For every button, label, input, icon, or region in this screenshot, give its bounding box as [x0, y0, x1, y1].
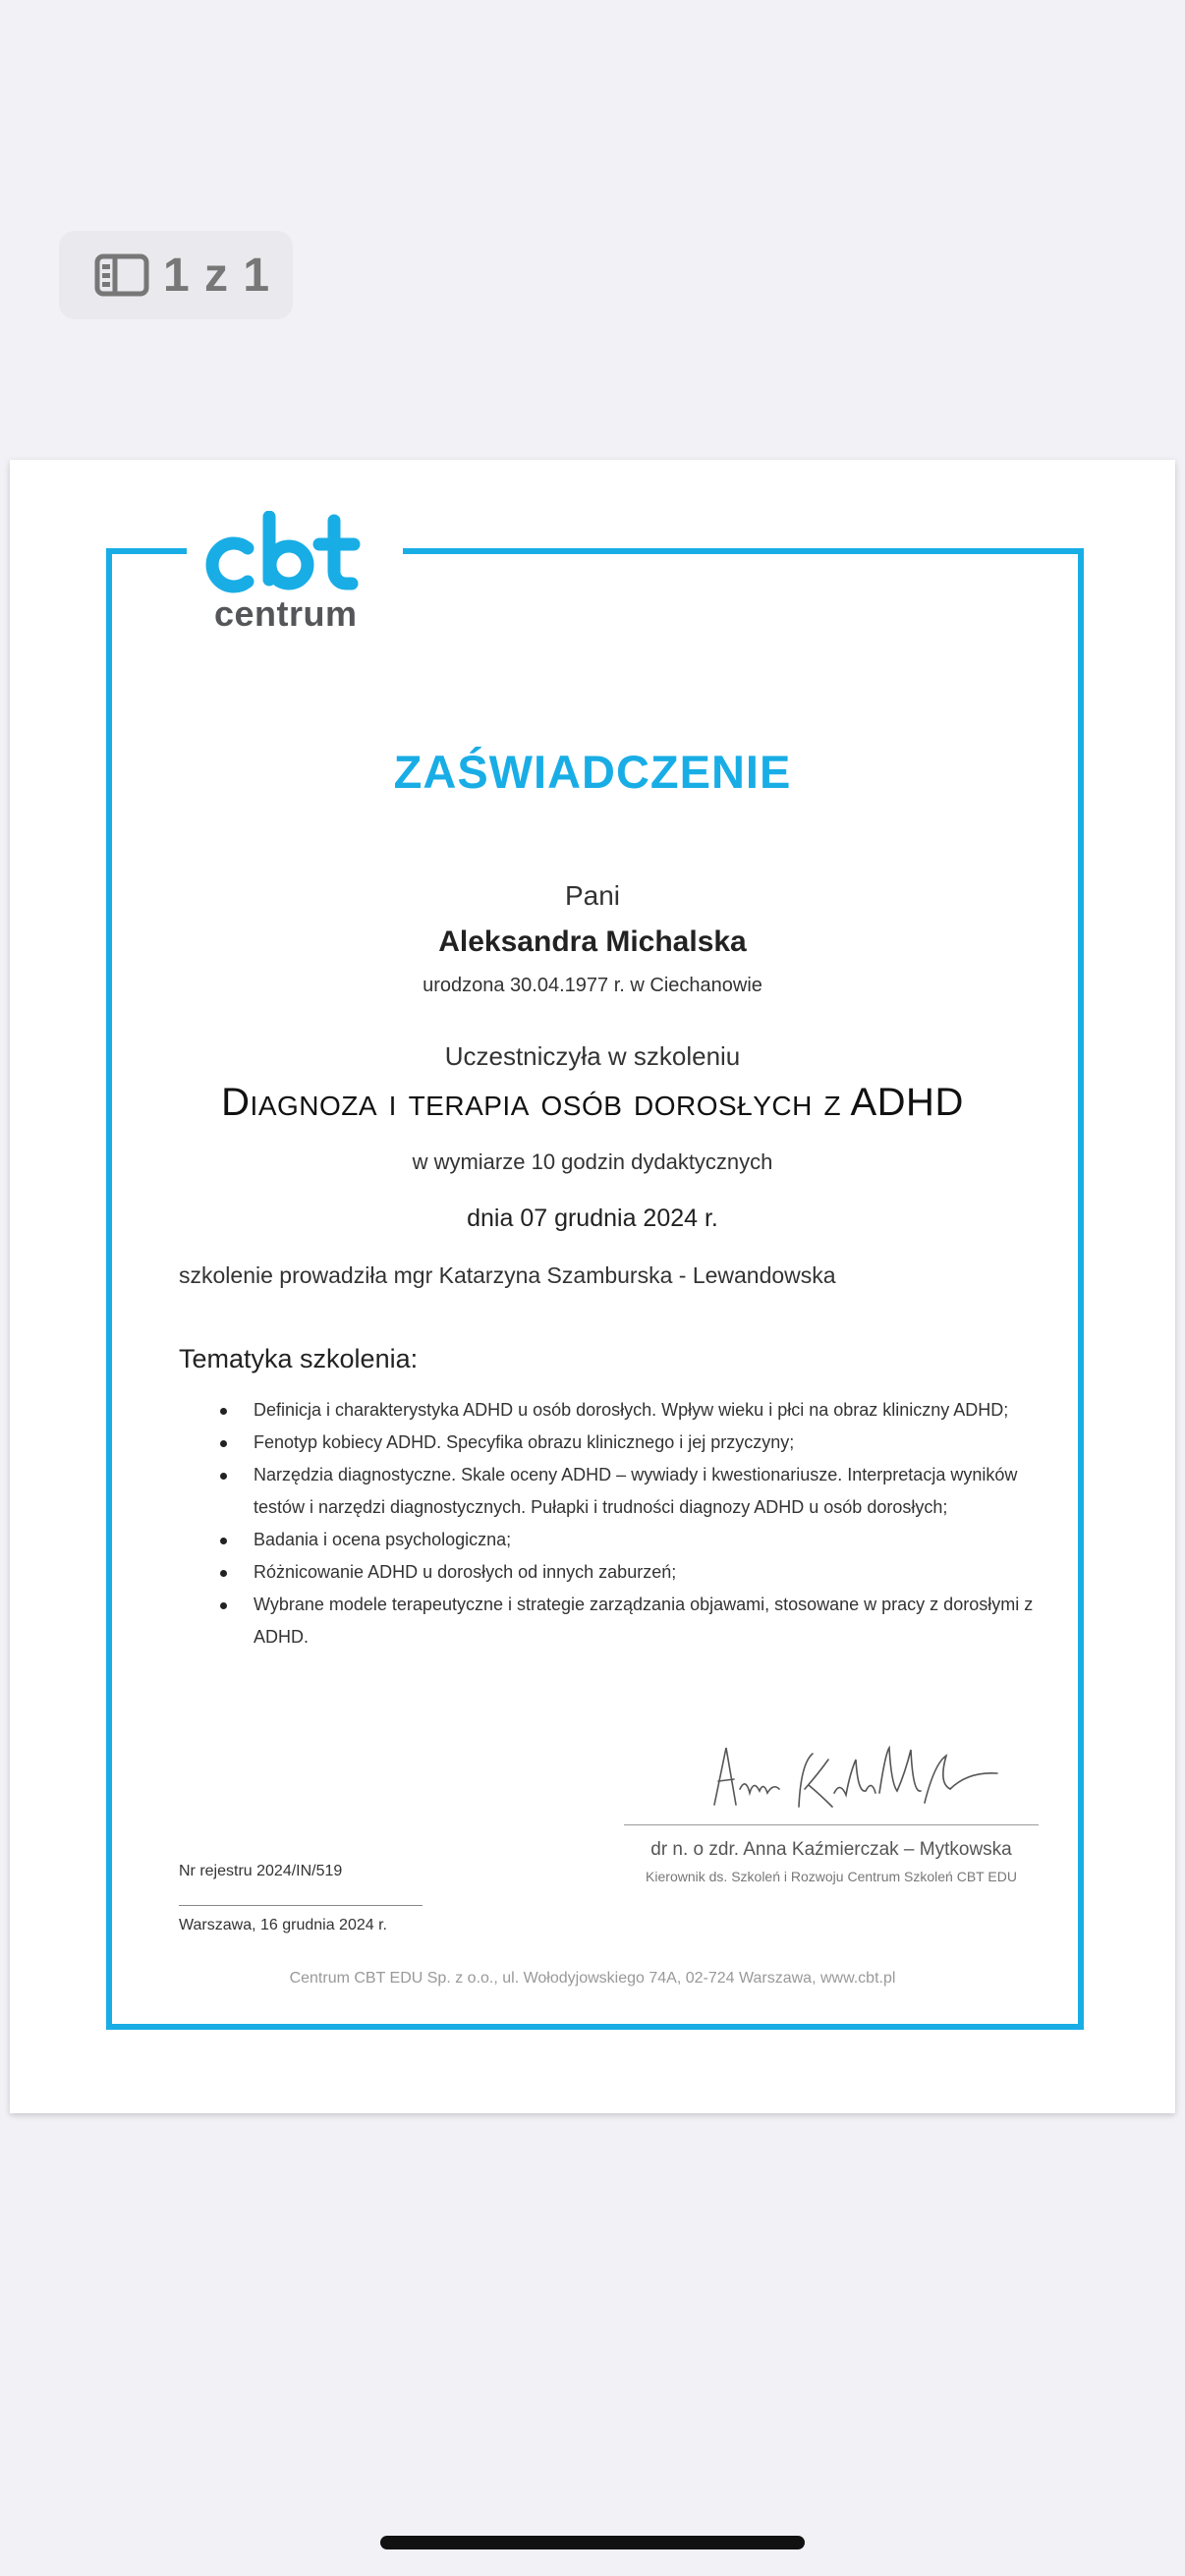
topic-item: Definicja i charakterystyka ADHD u osób dorosłych. Wpływ wieku i płci na obraz kliniczny ADHD;: [254, 1394, 1040, 1427]
cbt-centrum-logo: [187, 511, 403, 634]
registry-divider: [179, 1905, 423, 1906]
certificate-page: [10, 460, 1175, 2113]
topics-heading: Tematyka szkolenia:: [179, 1344, 419, 1373]
course-hours: w wymiarze 10 godzin dydaktycznych: [412, 1149, 773, 1174]
course-date: dnia 07 grudnia 2024 r.: [467, 1204, 718, 1232]
topic-item: Badania i ocena psychologiczna;: [254, 1524, 1040, 1556]
document-sidebar-icon: [94, 253, 149, 297]
topic-item: Różnicowanie ADHD u dorosłych od innych zaburzeń;: [254, 1556, 1040, 1589]
certificate-title: ZAŚWIADCZENIE: [393, 746, 792, 798]
participant-name: Aleksandra Michalska: [438, 925, 747, 958]
trainer-info: szkolenie prowadziła mgr Katarzyna Szamburska - Lewandowska: [179, 1262, 836, 1288]
company-footer: Centrum CBT EDU Sp. z o.o., ul. Wołodyjowskiego 74A, 02-724 Warszawa, www.cbt.pl: [289, 1970, 896, 1987]
salutation: Pani: [564, 880, 621, 911]
page-counter-label: 1 z 1: [163, 249, 271, 302]
topic-item: Narzędzia diagnostyczne. Skale oceny ADHD – wywiady i kwestionariusze. Interpretacja wyników testów i narzędzi diagnostycznych. Pułapki i trudności diagnozy ADHD u osób dorosłych;: [254, 1459, 1040, 1524]
page-counter[interactable]: [59, 231, 293, 319]
topics-list: [208, 1394, 1040, 1653]
signer-role: Kierownik ds. Szkoleń i Rozwoju Centrum Szkoleń CBT EDU: [646, 1869, 1017, 1884]
participation-text: Uczestniczyła w szkoleniu: [444, 1041, 741, 1071]
topic-item: Wybrane modele terapeutyczne i strategie zarządzania objawami, stosowane w pracy z dorosłymi z ADHD.: [254, 1589, 1040, 1653]
course-title: Diagnoza i terapia osób dorosłych z ADHD: [221, 1081, 964, 1124]
handwritten-signature: [703, 1734, 1007, 1822]
signer-name: dr n. o zdr. Anna Kaźmierczak – Mytkowska: [650, 1839, 1012, 1860]
signature-line: [624, 1824, 1039, 1825]
home-indicator[interactable]: [380, 2536, 805, 2549]
birth-info: urodzona 30.04.1977 r. w Ciechanowie: [423, 975, 762, 996]
registry-number: Nr rejestru 2024/IN/519: [179, 1863, 343, 1879]
topic-item: Fenotyp kobiecy ADHD. Specyfika obrazu klinicznego i jej przyczyny;: [254, 1427, 1040, 1459]
logo-text: centrum: [214, 593, 358, 634]
place-date: Warszawa, 16 grudnia 2024 r.: [179, 1917, 387, 1933]
cbt-logo-mark: [187, 511, 403, 599]
